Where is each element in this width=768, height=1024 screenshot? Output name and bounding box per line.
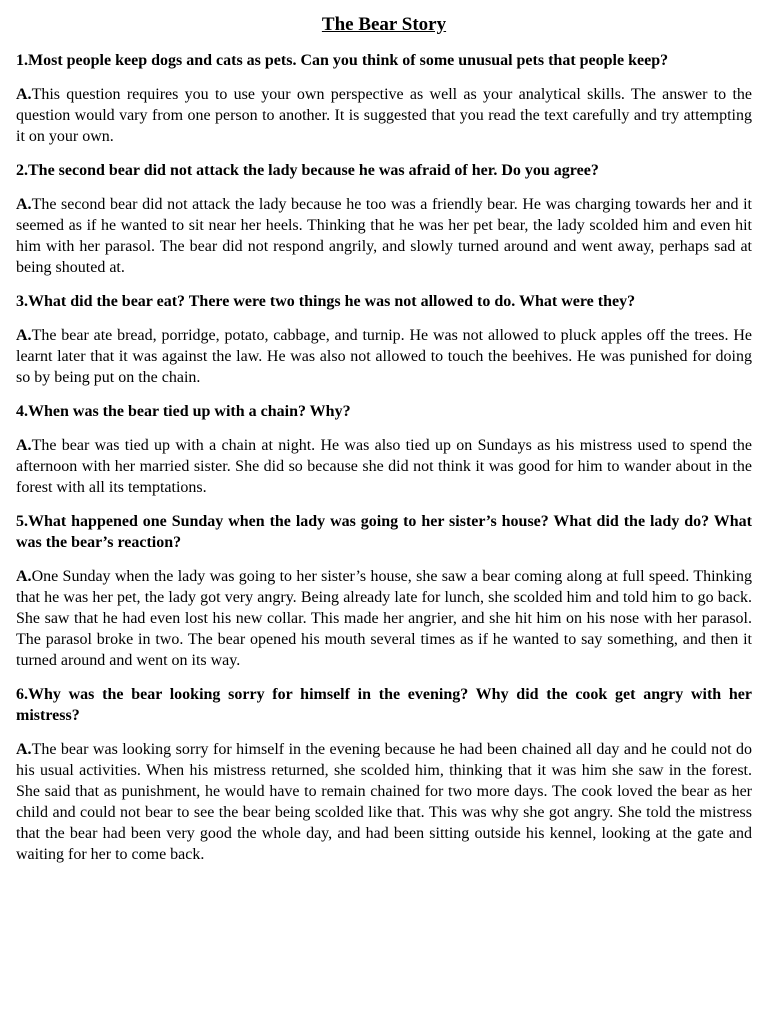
qa-item-4 [16,401,752,498]
answer-6 [16,739,752,865]
question-4: 4.When was the bear tied up with a chain? Why? [16,403,351,420]
answer-5 [16,566,752,671]
answer-text: The bear was tied up with a chain at night. He was also tied up on Sundays as his mistress used to spend the afternoon with her married sister. She did so because she did not think it was good for him to wander about in the forest with all its temptations. [16,437,752,496]
answer-prefix: A. [16,741,32,758]
answer-prefix: A. [16,437,32,454]
qa-item-5 [16,511,752,671]
question-3: 3.What did the bear eat? There were two things he was not allowed to do. What were they? [16,293,636,310]
document-title: The Bear Story [321,14,447,35]
question-1: 1.Most people keep dogs and cats as pets. Can you think of some unusual pets that people keep? [16,52,669,69]
question-6: 6.Why was the bear looking sorry for himself in the evening? Why did the cook get angry with her mistress? [16,686,752,724]
qa-item-2 [16,160,752,278]
answer-text: One Sunday when the lady was going to her sister’s house, she saw a bear coming along at full speed. Thinking that he was her pet, the lady got very angry. Being already late for lunch, she scolded him and told him to go back. She saw that he had even lost his new collar. This made her angrier, and she hit him on his nose with her parasol. The parasol broke in two. The bear opened his mouth several times as if he wanted to say something, and then it turned around and went on its way. [16,568,752,669]
answer-text: The bear was looking sorry for himself in the evening because he had been chained all day and he could not do his usual activities. When his mistress returned, she scolded him, thinking that it was him she saw in the forest. She said that as punishment, he would have to remain chained for two more days. The cook loved the bear as her child and could not bear to see the bear being scolded like that. This was why she got angry. She told the mistress that the bear had been very good the whole day, and had been sitting outside his kennel, looking at the gate and waiting for her to come back. [16,741,752,863]
qa-item-3 [16,291,752,388]
answer-1 [16,84,752,147]
answer-prefix: A. [16,327,32,344]
answer-2 [16,194,752,278]
answer-prefix: A. [16,86,32,103]
answer-text: The bear ate bread, porridge, potato, cabbage, and turnip. He was not allowed to pluck apples off the trees. He learnt later that it was against the law. He was also not allowed to touch the beehives. He was punished for doing so by being put on the chain. [16,327,752,386]
qa-item-6 [16,684,752,865]
answer-text: This question requires you to use your own perspective as well as your analytical skills. The answer to the question would vary from one person to another. It is suggested that you read the text carefully and try attempting it on your own. [16,86,752,145]
answer-4 [16,435,752,498]
answer-prefix: A. [16,568,32,585]
qa-item-1 [16,50,752,147]
question-5: 5.What happened one Sunday when the lady was going to her sister’s house? What did the lady do? What was the bear’s reaction? [16,513,752,551]
answer-text: The second bear did not attack the lady because he too was a friendly bear. He was charging towards her and it seemed as if he wanted to sit near her heels. Thinking that he was her pet bear, the lady scolded him and even hit him with her parasol. The bear did not respond angrily, and slowly turned around and went away, perhaps sad at being shouted at. [16,196,752,276]
question-2: 2.The second bear did not attack the lady because he was afraid of her. Do you agree? [16,162,599,179]
answer-3 [16,325,752,388]
answer-prefix: A. [16,196,32,213]
